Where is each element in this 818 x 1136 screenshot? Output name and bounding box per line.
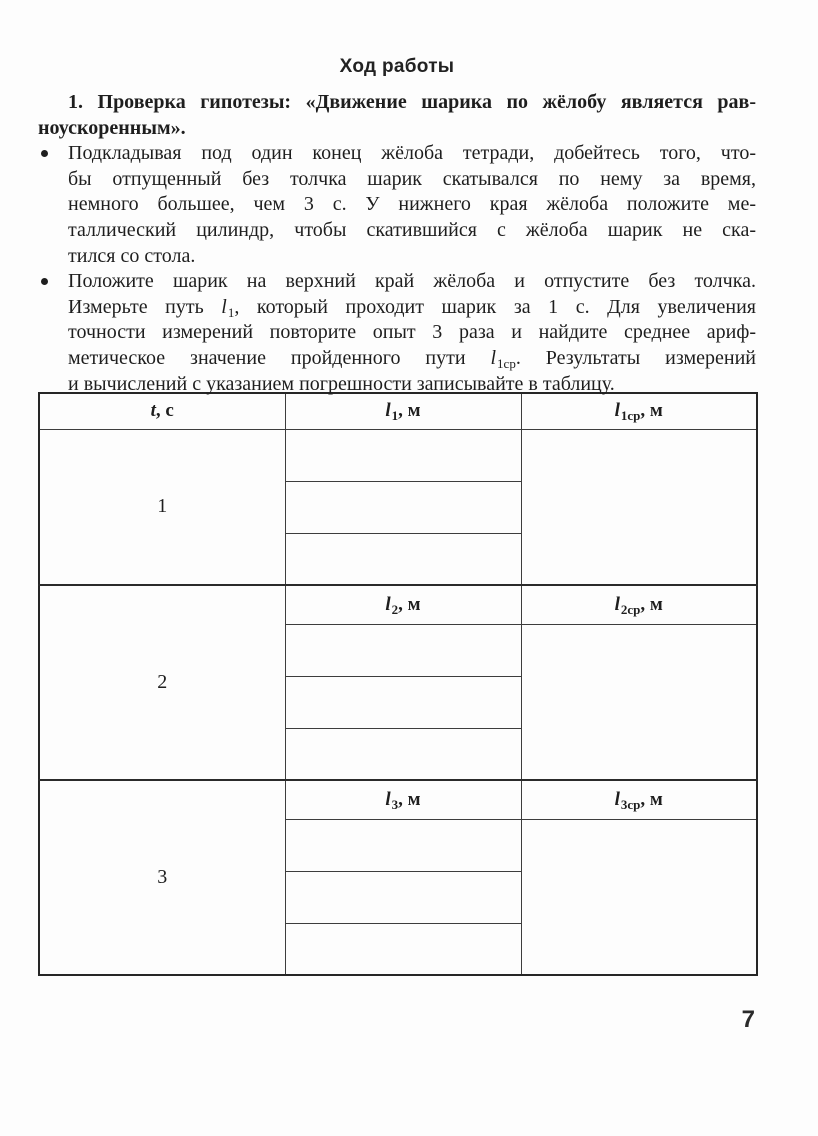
trial-cell: [285, 871, 521, 923]
average-cell: [521, 429, 757, 585]
trial-cell: [285, 728, 521, 780]
bullet-item-1: [38, 141, 756, 269]
bullet-item-1-text: [68, 141, 756, 269]
text-line: точности измерений повторите опыт 3 раза и найдите среднее ариф-: [68, 321, 756, 344]
text-line: бы отпущенный без толчка шарик скатывался по нему за время,: [68, 167, 756, 190]
header-cell-l2: $l_2$, м: [285, 585, 521, 624]
text-line: Измерьте путь $l_1$, который проходит шарик за 1 с. Для увеличения: [68, 295, 756, 320]
header-cell-l1avg: $l_{1ср}$, м: [521, 393, 757, 429]
text-line: ноускоренным».: [38, 116, 186, 139]
bullet-item-2-text: [68, 269, 756, 397]
trial-cell: [285, 481, 521, 533]
header-cell-l2avg: $l_{2ср}$, м: [521, 585, 757, 624]
bullet-dot: [41, 278, 48, 285]
table-subheader-row: [39, 585, 757, 624]
page-content: [0, 56, 818, 976]
text-line: Подкладывая под один конец жёлоба тетради, добейтесь того, что-: [68, 142, 756, 165]
page-title: Ход работы: [339, 56, 455, 77]
header-cell-l1: $l_1$, м: [285, 393, 521, 429]
text-line: метическое значение пройденного пути $l_{1ср}$. Результаты измерений: [68, 346, 756, 371]
bullet-item-2: [38, 269, 756, 397]
bullet-dot: [41, 150, 48, 157]
table-row: [39, 429, 757, 481]
text-line: и вычислений с указанием погрешности записывайте в таблицу.: [68, 372, 615, 395]
text-line: Положите шарик на верхний край жёлоба и отпустите без толчка.: [68, 270, 756, 293]
trial-cell: [285, 676, 521, 728]
trial-cell: [285, 624, 521, 676]
trial-cell: [285, 819, 521, 871]
average-cell: [521, 624, 757, 780]
text-line: немного большее, чем 3 с. У нижнего края жёлоба положите ме-: [68, 193, 756, 216]
table-subheader-row: [39, 780, 757, 819]
intro-paragraph: [38, 90, 756, 141]
average-cell: [521, 819, 757, 975]
trial-cell: [285, 533, 521, 585]
header-cell-l3: $l_3$, м: [285, 780, 521, 819]
header-cell-l3avg: $l_{3ср}$, м: [521, 780, 757, 819]
text-line: тился со стола.: [68, 244, 196, 267]
text-line: 1. Проверка гипотезы: «Движение шарика по жёлобу является рав-: [68, 91, 756, 113]
table-header-row: [39, 393, 757, 429]
trial-cell: [285, 923, 521, 975]
header-cell-time: t, с: [39, 393, 285, 429]
trial-cell: [285, 429, 521, 481]
text-line: таллический цилиндр, чтобы скатившийся с жёлоба шарик не ска-: [68, 218, 756, 241]
row-label-2: 2: [39, 585, 285, 780]
row-label-1: 1: [39, 429, 285, 585]
measurement-table: [38, 392, 758, 976]
row-label-3: 3: [39, 780, 285, 975]
page-number: 7: [741, 1006, 755, 1034]
